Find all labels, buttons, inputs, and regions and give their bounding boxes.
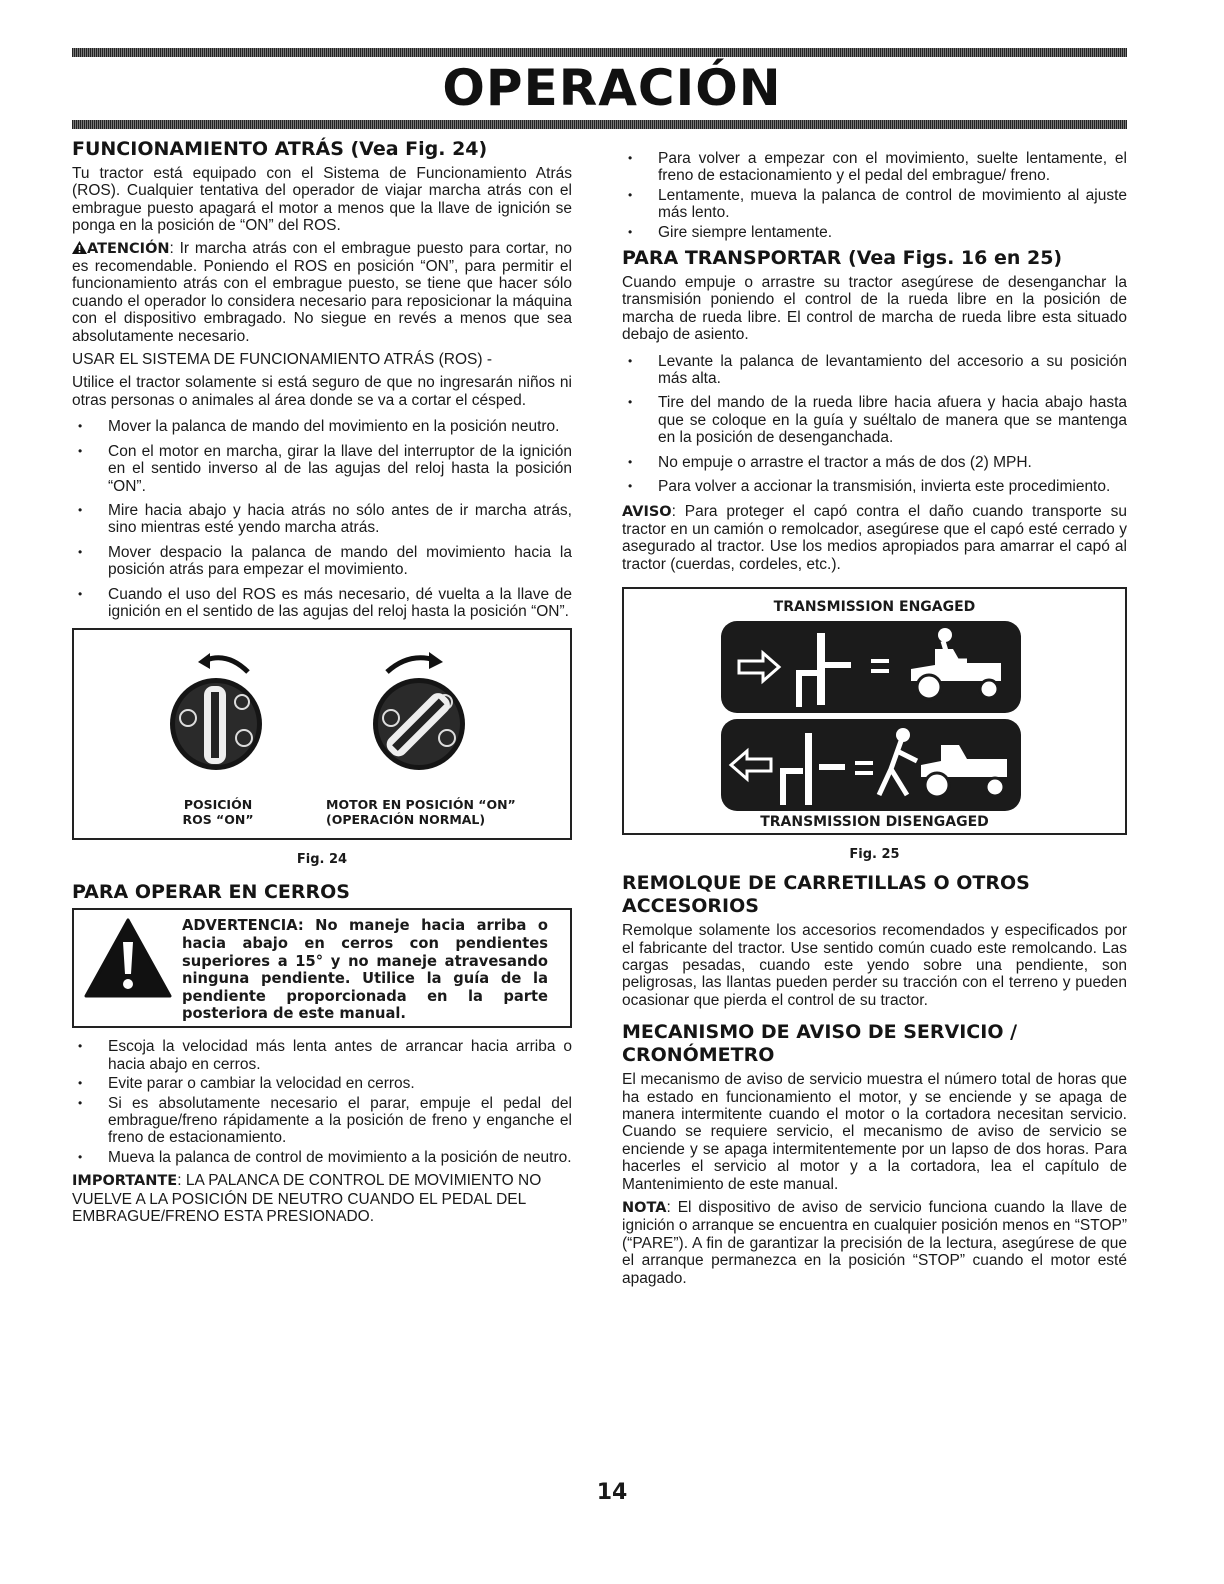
figure-24-box: [72, 628, 572, 840]
important-text: : LA PALANCA DE CONTROL DE MOVIMIENTO NO VUELVE A LA POSICIÓN DE NEUTRO CUANDO EL PEDAL DEL EMBRAGUE/FRENO ESTA PRESIONADO.: [72, 1172, 542, 1225]
nota-text: : El dispositivo de aviso de servicio funciona cuando la llave de ignición o arranque se encuentra en cualquier posición menos en “STOP” (“PARE”). A fin de garantizar la precisión de la lectura, asegúrese de que el arranque permanezca en la posición “STOP” cuando el motor esté apagado.: [622, 1199, 1127, 1287]
list-item: • Si es absolutamente necesario el parar, empuje el pedal del embrague/freno rápidamente a la posición de freno y enganche el freno de estacionamiento.: [72, 1095, 572, 1147]
warning-triangle-icon: [84, 918, 172, 998]
motor-label-line2: (OPERACIÓN NORMAL): [326, 812, 486, 828]
page-title: OPERACIÓN: [442, 59, 782, 117]
ignition-dial-ros-icon: [166, 642, 266, 792]
hill-steps-list: [72, 1038, 572, 1166]
usar-ros-line: USAR EL SISTEMA DE FUNCIONAMIENTO ATRÁS (ROS) -: [72, 351, 492, 369]
ros-steps-list: [72, 418, 572, 620]
list-item: • Evite parar o cambiar la velocidad en cerros.: [72, 1075, 572, 1092]
important-label: IMPORTANTE: [72, 1173, 178, 1190]
ros-position-label: [138, 797, 298, 827]
list-item: • Tire del mando de la rueda libre hacia afuera y hacia abajo hasta que se coloque en la guía y suéltalo de manera que se mantenga en la posición de desenganchada.: [622, 394, 1127, 446]
ignition-dial-on-icon: [369, 642, 469, 792]
transport-steps-list: [622, 353, 1127, 496]
transmission-disengaged-icon: [721, 719, 1021, 811]
figure-24-caption: Fig. 24: [296, 852, 348, 868]
section-heading-transportar: PARA TRANSPORTAR (Vea Figs. 16 en 25): [622, 247, 1063, 270]
right-column: [622, 150, 1127, 1292]
attention-label: ATENCIÓN: [87, 240, 170, 257]
top-rule: [72, 48, 1127, 57]
ros-label-line1: POSICIÓN: [183, 797, 253, 813]
important-paragraph: [72, 1172, 572, 1225]
disengaged-panel: [721, 719, 1021, 811]
list-item: • Con el motor en marcha, girar la llave del interruptor de la ignición en el sentido inverso al de las agujas del reloj hasta la posición “ON”.: [72, 443, 572, 495]
ros-intro-paragraph: Tu tractor está equipado con el Sistema de Funcionamiento Atrás (ROS). Cualquier tentativa del operador de viajar marcha atrás con el embrague puesto apagará el motor a menos que la llave de ignición se ponga en la posición de “ON” del ROS.: [72, 165, 572, 235]
list-item: • Mueva la palanca de control de movimiento a la posición de neutro.: [72, 1149, 572, 1166]
motor-label-line1: MOTOR EN POSICIÓN “ON”: [326, 797, 516, 813]
warning-triangle-icon: [72, 241, 87, 254]
transmission-engaged-label: TRANSMISSION ENGAGED: [773, 599, 976, 616]
warning-text: ADVERTENCIA: No maneje hacia arriba o hacia abajo en cerros con pendientes superiores a 15° y no maneje atravesando ninguna pendiente. Utilice la guía de la pendiente proporcionada en la parte posteriora de este manual.: [182, 917, 548, 1023]
aviso-paragraph: [622, 503, 1127, 574]
title-underline-rule: [72, 120, 1127, 129]
list-item: • Mire hacia abajo y hacia atrás no sólo antes de ir marcha atrás, sino mientras esté yendo marcha atrás.: [72, 502, 572, 537]
nota-label: NOTA: [622, 1200, 667, 1216]
list-item: • Para volver a empezar con el movimiento, suelte lentamente, el freno de estacionamiento y el pedal del embrague/ freno.: [622, 150, 1127, 185]
attention-paragraph: [72, 240, 572, 345]
list-item: • Mover despacio la palanca de mando del movimiento hacia la posición atrás para empezar el movimiento.: [72, 544, 572, 579]
transmission-engaged-icon: [721, 621, 1021, 713]
list-item: • Gire siempre lentamente.: [622, 224, 1127, 241]
list-item: • Escoja la velocidad más lenta antes de arrancar hacia arriba o hacia abajo en cerros.: [72, 1038, 572, 1073]
list-item: • Cuando el uso del ROS es más necesario, dé vuelta a la llave de ignición en el sentido de las agujas del reloj hasta la posición “ON”.: [72, 586, 572, 621]
motor-on-label: [326, 797, 556, 827]
attention-text: : Ir marcha atrás con el embrague puesto para cortar, no es recomendable. Poniendo el ROS en posición “ON”, para permitir el funcionamiento atrás con el embrague puesto, se tiene que hacer sólo cuando el operador lo considera necesario para reposicionar la máquina con el dispositivo embragado. No siegue en revés a menos que sea absolutamente necesario.: [72, 239, 572, 345]
section-heading-funcionamiento-atras: FUNCIONAMIENTO ATRÁS (Vea Fig. 24): [72, 138, 488, 160]
page-number: 14: [596, 1480, 628, 1505]
list-item: • Mover la palanca de mando del movimiento en la posición neutro.: [72, 418, 572, 435]
list-item: • Para volver a accionar la transmisión, invierta este procedimiento.: [622, 478, 1127, 495]
figure-25-caption: Fig. 25: [849, 847, 900, 863]
section-heading-mecanismo: MECANISMO DE AVISO DE SERVICIO / CRONÓMETRO: [622, 1021, 1018, 1067]
figure-25-box: [622, 587, 1127, 835]
list-item: • Lentamente, mueva la palanca de control de movimiento al ajuste más lento.: [622, 187, 1127, 222]
mecanismo-paragraph: El mecanismo de aviso de servicio muestra el número total de horas que ha estado en funcionamiento el motor, y se enciende y se apaga de manera intermitente cuando el motor o la cortadora necesitan servicio. Cuando se requiere servicio, el mecanismo de aviso de servicio se enciende y se apaga intermitentemente por un lapso de dos horas. Para hacerles el servicio al motor y a la cortadora, lea el capítulo de Mantenimiento de este manual.: [622, 1071, 1127, 1193]
section-heading-cerros: PARA OPERAR EN CERROS: [72, 881, 350, 904]
transmission-disengaged-label: TRANSMISSION DISENGAGED: [760, 814, 989, 831]
remolque-paragraph: Remolque solamente los accesorios recomendados y especificados por el fabricante del tractor. Use sentido común cuado este remolcando. Las cargas pesadas, cuando este yendo sobre una pendiente, son peligrosas, las llantas pueden perder su tracción con el terreno y pueden ocasionar que pierda el control de su tractor.: [622, 922, 1127, 1009]
list-item: • Levante la palanca de levantamiento del accesorio a su posición más alta.: [622, 353, 1127, 388]
utilice-paragraph: Utilice el tractor solamente si está seguro de que no ingresarán niños ni otras personas o animales al área donde se va a cortar el césped.: [72, 374, 572, 409]
warning-box: [72, 908, 572, 1028]
aviso-label: AVISO: [622, 503, 672, 520]
continue-steps-list: [622, 150, 1127, 241]
nota-paragraph: [622, 1199, 1127, 1287]
section-heading-remolque: REMOLQUE DE CARRETILLAS O OTROS ACCESORIOS: [622, 872, 1030, 918]
transport-intro-paragraph: Cuando empuje o arrastre su tractor asegúrese de desenganchar la transmisión poniendo el control de la rueda libre en la posición de marcha de rueda libre. El control de marcha de rueda libre esta situado debajo de asiento.: [622, 274, 1127, 344]
aviso-text: : Para proteger el capó contra el daño cuando transporte su tractor en un camión o remolcador, asegúrese que el capó esté cerrado y asegurado al tractor. Use los medios apropiados para amarrar el capó al tractor (cuerdas, cordeles, etc.).: [622, 502, 1127, 573]
engaged-panel: [721, 621, 1021, 713]
list-item: • No empuje o arrastre el tractor a más de dos (2) MPH.: [622, 454, 1127, 471]
left-column: [72, 138, 572, 1230]
ros-label-line2: ROS “ON”: [182, 812, 254, 828]
